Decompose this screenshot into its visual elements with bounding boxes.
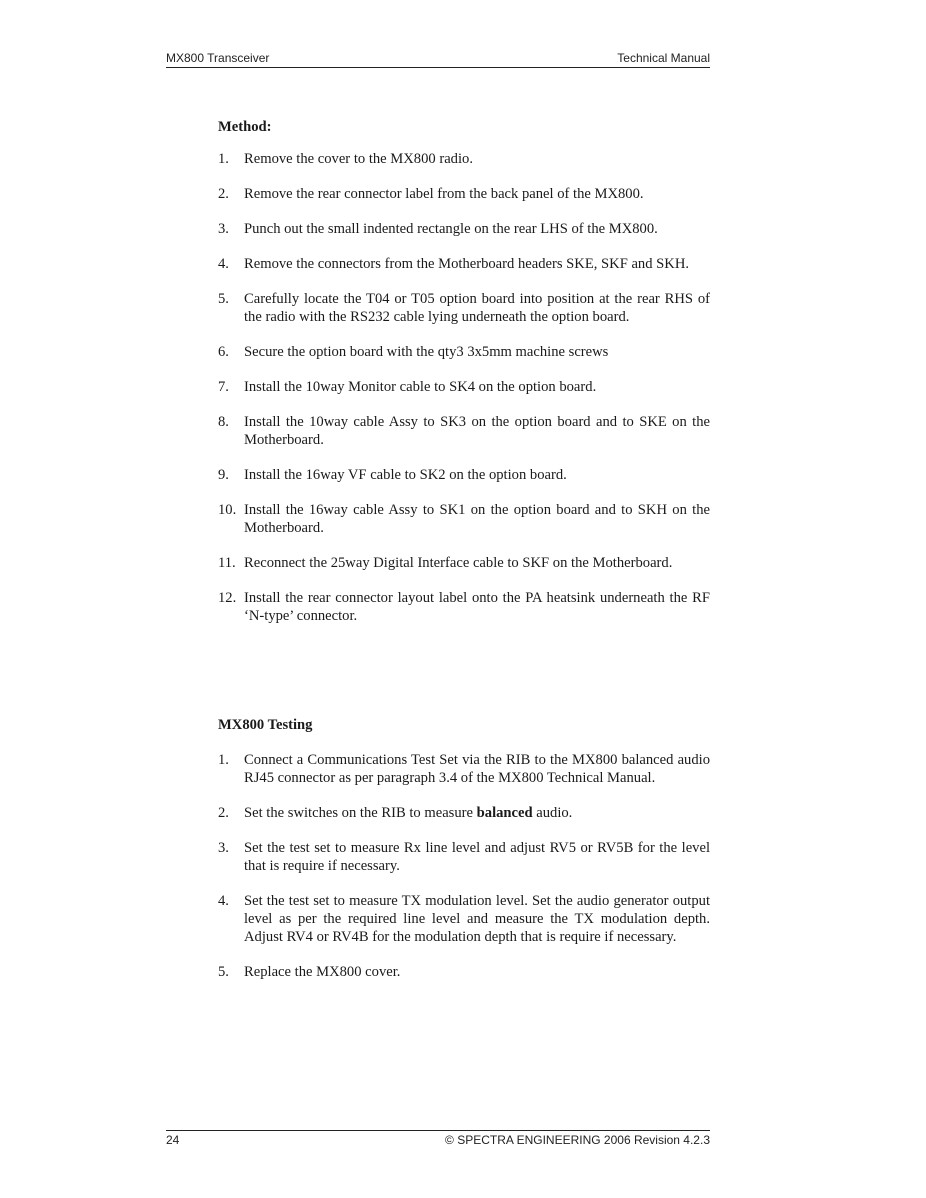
- testing-steps-list: [218, 751, 710, 981]
- step-text-end: audio.: [532, 805, 573, 821]
- step-text: Punch out the small indented rectangle on the rear LHS of the MX800.: [244, 221, 658, 237]
- step-text: Remove the rear connector label from the back panel of the MX800.: [244, 186, 644, 202]
- step-text: Reconnect the 25way Digital Interface cable to SKF on the Motherboard.: [244, 555, 673, 571]
- step-number: 2.: [218, 186, 229, 202]
- step-text: Replace the MX800 cover.: [244, 964, 401, 980]
- list-item: [218, 554, 710, 572]
- method-title: Method:: [218, 119, 272, 135]
- step-number: 9.: [218, 467, 229, 483]
- step-text: Install the 16way cable Assy to SK1 on the option board and to SKH on the Motherboard.: [244, 502, 710, 536]
- list-item: [218, 343, 710, 361]
- list-item: [218, 804, 710, 822]
- page-number: 24: [166, 1133, 180, 1147]
- list-item: [218, 378, 710, 396]
- list-item: [218, 589, 710, 625]
- step-number: 8.: [218, 414, 229, 430]
- step-text-start: Set the switches on the RIB to measure: [244, 805, 477, 821]
- list-item: [218, 466, 710, 484]
- page-header: [166, 51, 710, 68]
- method-steps-list: [218, 150, 710, 625]
- list-item: [218, 290, 710, 326]
- header-document-title: MX800 Transceiver: [166, 51, 270, 65]
- step-text: Install the rear connector layout label onto the PA heatsink underneath the RF ‘N-type’ connector.: [244, 590, 710, 624]
- step-number: 1.: [218, 151, 229, 167]
- step-number: 10.: [218, 502, 237, 518]
- step-text: Install the 10way cable Assy to SK3 on the option board and to SKE on the Motherboard.: [244, 414, 710, 448]
- step-text: Connect a Communications Test Set via the RIB to the MX800 balanced audio RJ45 connector as per paragraph 3.4 of the MX800 Technical Manual.: [244, 752, 710, 786]
- list-item: [218, 413, 710, 449]
- list-item: [218, 220, 710, 238]
- step-text: Remove the cover to the MX800 radio.: [244, 151, 473, 167]
- step-text: Secure the option board with the qty3 3x5mm machine screws: [244, 344, 609, 360]
- list-item: [218, 751, 710, 787]
- list-item: [218, 501, 710, 537]
- method-section: [218, 118, 710, 642]
- step-number: 11.: [218, 555, 236, 571]
- step-text: Set the test set to measure Rx line level and adjust RV5 or RV5B for the level that is require if necessary.: [244, 840, 710, 874]
- step-number: 7.: [218, 379, 229, 395]
- list-item: [218, 839, 710, 875]
- step-number: 6.: [218, 344, 229, 360]
- page-footer: [166, 1130, 710, 1148]
- step-number: 5.: [218, 291, 229, 307]
- header-manual-title: Technical Manual: [617, 51, 710, 65]
- step-number: 1.: [218, 752, 229, 768]
- list-item: [218, 150, 710, 168]
- step-number: 3.: [218, 840, 229, 856]
- step-text: Remove the connectors from the Motherboard headers SKE, SKF and SKH.: [244, 256, 690, 272]
- step-text: Install the 10way Monitor cable to SK4 on the option board.: [244, 379, 597, 395]
- step-number: 4.: [218, 893, 229, 909]
- step-number: 4.: [218, 256, 229, 272]
- list-item: [218, 185, 710, 203]
- list-item: [218, 255, 710, 273]
- step-number: 2.: [218, 805, 229, 821]
- step-text: Install the 16way VF cable to SK2 on the option board.: [244, 467, 567, 483]
- footer-copyright: © SPECTRA ENGINEERING 2006 Revision 4.2.3: [445, 1133, 710, 1147]
- list-item: [218, 963, 710, 981]
- step-number: 5.: [218, 964, 229, 980]
- step-text-emphasis: balanced: [476, 805, 533, 821]
- testing-title: MX800 Testing: [218, 717, 313, 733]
- step-number: 12.: [218, 590, 237, 606]
- step-text: Set the test set to measure TX modulation level. Set the audio generator output level as per the required line level and measure the TX modulation depth. Adjust RV4 or RV4B for the modulation depth that is require if necessary.: [244, 893, 710, 945]
- step-number: 3.: [218, 221, 229, 237]
- step-text: Carefully locate the T04 or T05 option board into position at the rear RHS of the radio with the RS232 cable lying underneath the option board.: [244, 291, 710, 325]
- list-item: [218, 892, 710, 946]
- testing-section: [218, 716, 710, 998]
